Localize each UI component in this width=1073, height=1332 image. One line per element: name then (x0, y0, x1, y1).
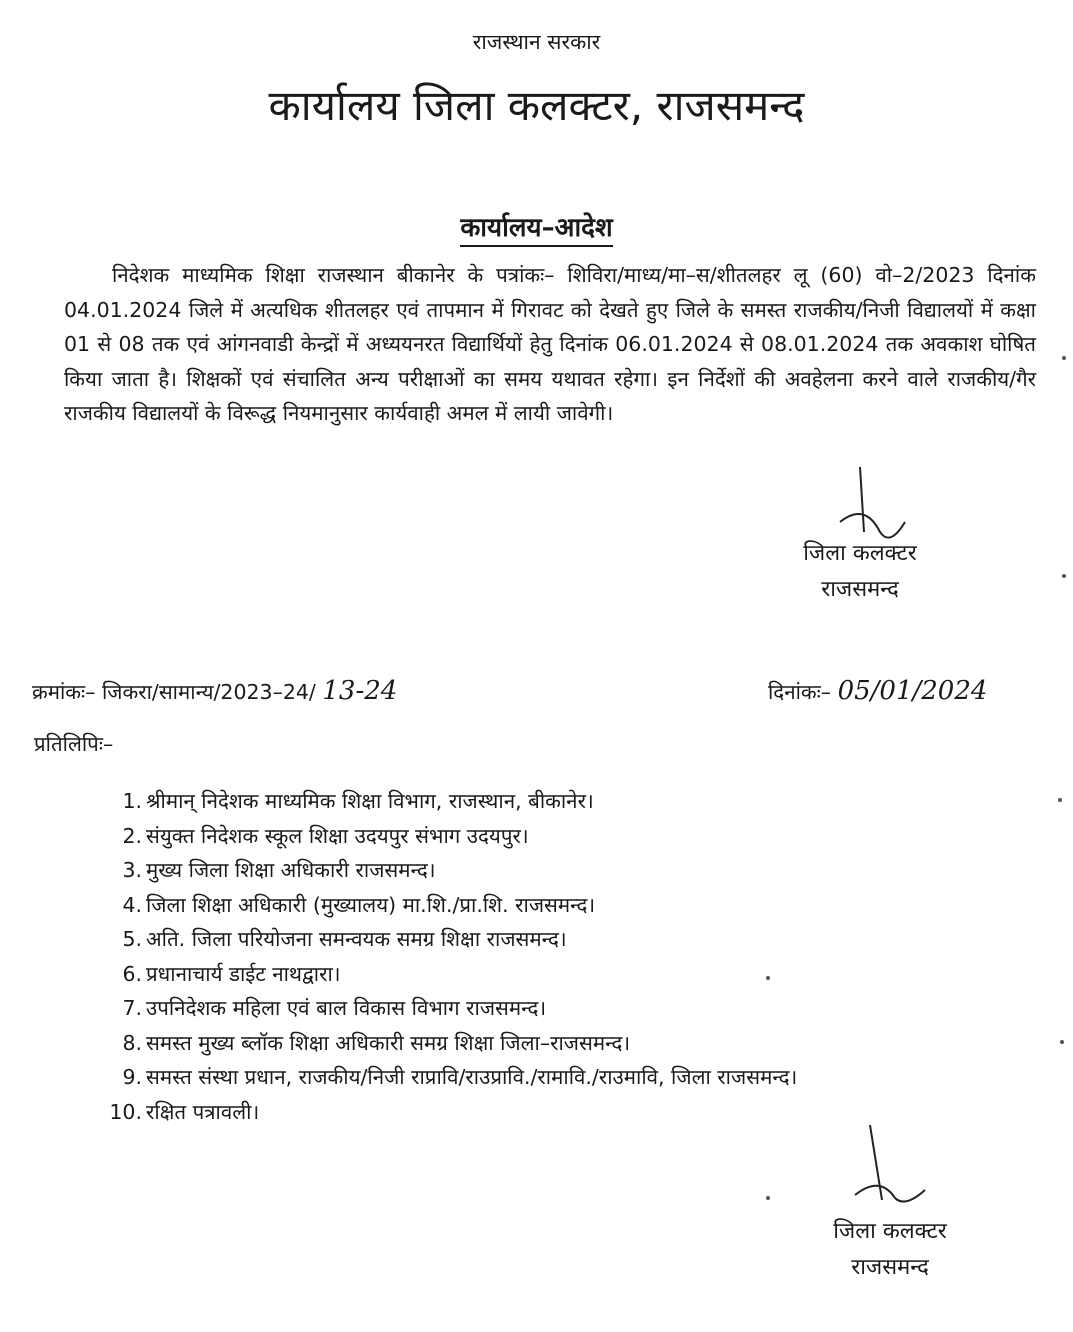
list-item-number: 8. (122, 1030, 142, 1055)
scan-speck (1058, 798, 1062, 802)
signature-mark-2 (840, 1120, 930, 1210)
list-item-text: श्रीमान् निदेशक माध्यमिक शिक्षा विभाग, राजस्थान, बीकानेर। (146, 789, 594, 813)
list-item-text: रक्षित पत्रावली। (146, 1099, 260, 1124)
date-label: दिनांकः– (768, 680, 832, 704)
list-item (100, 853, 1030, 888)
signatory-block-2 (790, 1214, 990, 1286)
list-item-text: अति. जिला परियोजना समन्वयक समग्र शिक्षा राजसमन्द। (146, 927, 567, 951)
signatory-1-designation: जिला कलक्टर (803, 541, 917, 566)
reference-handwritten-number: 13-24 (322, 676, 398, 706)
list-item-text: जिला शिक्षा अधिकारी (मुख्यालय) मा.शि./प्रा.शि. राजसमन्द। (146, 892, 596, 917)
list-item-number: 4. (122, 892, 142, 917)
signatory-block-1 (760, 536, 960, 608)
scan-speck (1060, 1040, 1064, 1044)
list-item-text: समस्त संस्था प्रधान, राजकीय/निजी राप्रावि/राउप्रावि./रामावि./राउमावि, जिला राजसमन्द। (146, 1065, 798, 1089)
scan-speck (766, 1196, 770, 1200)
order-title-text: कार्यालय–आदेश (460, 213, 612, 247)
signatory-1-place: राजसमन्द (821, 577, 899, 602)
list-item (100, 888, 1030, 923)
list-item-number: 9. (122, 1065, 142, 1089)
copy-to-list (100, 784, 1030, 1129)
list-item-number: 5. (122, 927, 142, 951)
list-item-number: 7. (122, 996, 142, 1020)
list-item-number: 1. (122, 789, 142, 813)
order-title (0, 208, 1073, 244)
list-item (100, 991, 1030, 1026)
list-item-number: 10. (109, 1099, 142, 1124)
scan-speck (766, 976, 770, 980)
reference-label: क्रमांकः– जिकरा/सामान्य/2023–24/ (32, 680, 316, 704)
office-heading: कार्यालय जिला कलक्टर, राजसमन्द (268, 81, 805, 130)
list-item (100, 1026, 1030, 1061)
date-handwritten: 05/01/2024 (837, 676, 988, 706)
reference-number (32, 676, 397, 706)
list-item-text: उपनिदेशक महिला एवं बाल विकास विभाग राजसमन्द। (146, 996, 547, 1020)
list-item (100, 957, 1030, 992)
scan-speck (1062, 574, 1066, 578)
list-item-text: मुख्य जिला शिक्षा अधिकारी राजसमन्द। (146, 858, 436, 882)
list-item-text: समस्त मुख्य ब्लॉक शिक्षा अधिकारी समग्र शिक्षा जिला–राजसमन्द। (146, 1030, 631, 1055)
list-item (100, 1060, 1030, 1095)
list-item-number: 2. (122, 823, 142, 848)
scan-speck (1062, 356, 1066, 360)
list-item-text: संयुक्त निदेशक स्कूल शिक्षा उदयपुर संभाग उदयपुर। (146, 823, 529, 848)
copy-to-label: प्रतिलिपिः– (34, 732, 114, 756)
list-item (100, 784, 1030, 819)
government-heading: राजस्थान सरकार (472, 30, 601, 54)
list-item-number: 6. (122, 961, 142, 986)
order-body: निदेशक माध्यमिक शिक्षा राजस्थान बीकानेर के पत्रांकः– शिविरा/माध्य/मा–स/शीतलहर लू (60) वो–2/2023 दिनांक 04.01.2024 जिले में अत्यधिक शीतलहर एवं तापमान में गिरावट को देखते हुए जिले के समस्त राजकीय/निजी विद्यालयों में कक्षा 01 से 08 तक एवं आंगनवाडी केन्द्रों में अध्ययनरत विद्यार्थियों हेतु दिनांक 06.01.2024 से 08.01.2024 तक अवकाश घोषित किया जाता है। शिक्षकों एवं संचालित अन्य परीक्षाओं का समय यथावत रहेगा। इन निर्देशों की अवहेलना करने वाले राजकीय/गैर राजकीय विद्यालयों के विरूद्ध नियमानुसार कार्यवाही अमल में लायी जावेगी। (64, 263, 1036, 425)
signatory-2-designation: जिला कलक्टर (833, 1219, 947, 1244)
list-item (100, 922, 1030, 957)
list-item-number: 3. (122, 858, 142, 882)
reference-date (768, 676, 987, 706)
list-item (100, 819, 1030, 854)
signatory-2-place: राजसमन्द (851, 1255, 929, 1280)
list-item-text: प्रधानाचार्य डाईट नाथद्वारा। (146, 961, 341, 986)
